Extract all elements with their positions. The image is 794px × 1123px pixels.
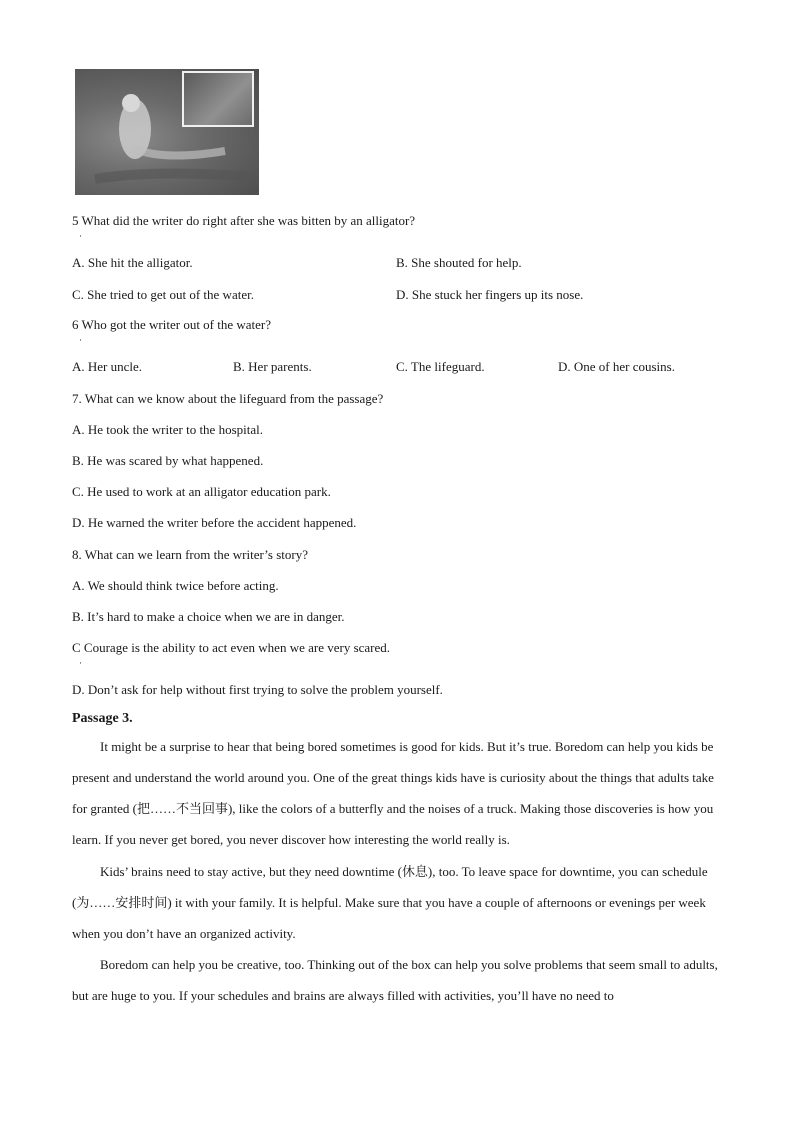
q7-option-c: C. He used to work at an alligator education park. <box>72 484 331 499</box>
q7-option-d: D. He warned the writer before the accident happened. <box>72 515 357 530</box>
q7-stem: 7. What can we know about the lifeguard from the passage? <box>72 391 384 406</box>
passage-paragraph-3: Boredom can help you be creative, too. Thinking out of the box can help you solve problems that seem small to adults, but are huge to you. If your schedules and brains are always filled with activities, you’ll have no need to <box>72 957 718 1003</box>
q5-stem: 5 What did the writer do right after she was bitten by an alligator? <box>72 213 416 228</box>
q5-option-a: A. She hit the alligator. <box>72 255 193 270</box>
q8-option-d: D. Don’t ask for help without first trying to solve the problem yourself. <box>72 682 443 697</box>
q8-option-a: A. We should think twice before acting. <box>72 578 279 593</box>
q6-option-c: C. The lifeguard. <box>396 359 485 374</box>
q8-dot-mark: · <box>79 658 82 668</box>
q7-option-a: A. He took the writer to the hospital. <box>72 422 263 437</box>
q6-stem: 6 Who got the writer out of the water? <box>72 317 272 332</box>
q5-dot-mark: · <box>79 231 82 241</box>
q7-option-b: B. He was scared by what happened. <box>72 453 264 468</box>
q8-option-c: C Courage is the ability to act even when we are very scared. <box>72 640 391 655</box>
q6-dot-mark: · <box>79 335 82 345</box>
photo-inset <box>182 71 254 127</box>
q8-stem: 8. What can we learn from the writer’s story? <box>72 547 308 562</box>
q6-option-d: D. One of her cousins. <box>558 359 675 374</box>
passage-heading: Passage 3. <box>72 711 133 726</box>
q8-option-b: B. It’s hard to make a choice when we are in danger. <box>72 609 345 624</box>
passage-paragraph-2: Kids’ brains need to stay active, but they need downtime (休息), too. To leave space for downtime, you can schedule (为……安排时间) it with your family. It is helpful. Make sure that you have a couple of afternoons or evenings per week when you don’t have an organized activity. <box>72 864 708 941</box>
q6-option-a: A. Her uncle. <box>72 359 143 374</box>
passage-paragraph-1: It might be a surprise to hear that being bored sometimes is good for kids. But it’s true. Boredom can help you kids be present and understand the world around you. One of the great things kids have is curiosity about the things that adults take for granted (把……不当回事), like the colors of a butterfly and the noises of a truck. Making those discoveries is how you learn. If you never get bored, you never discover how interesting the world really is. <box>72 739 714 847</box>
q5-option-d: D. She stuck her fingers up its nose. <box>396 287 584 302</box>
q6-option-b: B. Her parents. <box>233 359 312 374</box>
q5-option-c: C. She tried to get out of the water. <box>72 287 254 302</box>
q5-option-b: B. She shouted for help. <box>396 255 522 270</box>
alligator-photo <box>75 69 259 195</box>
